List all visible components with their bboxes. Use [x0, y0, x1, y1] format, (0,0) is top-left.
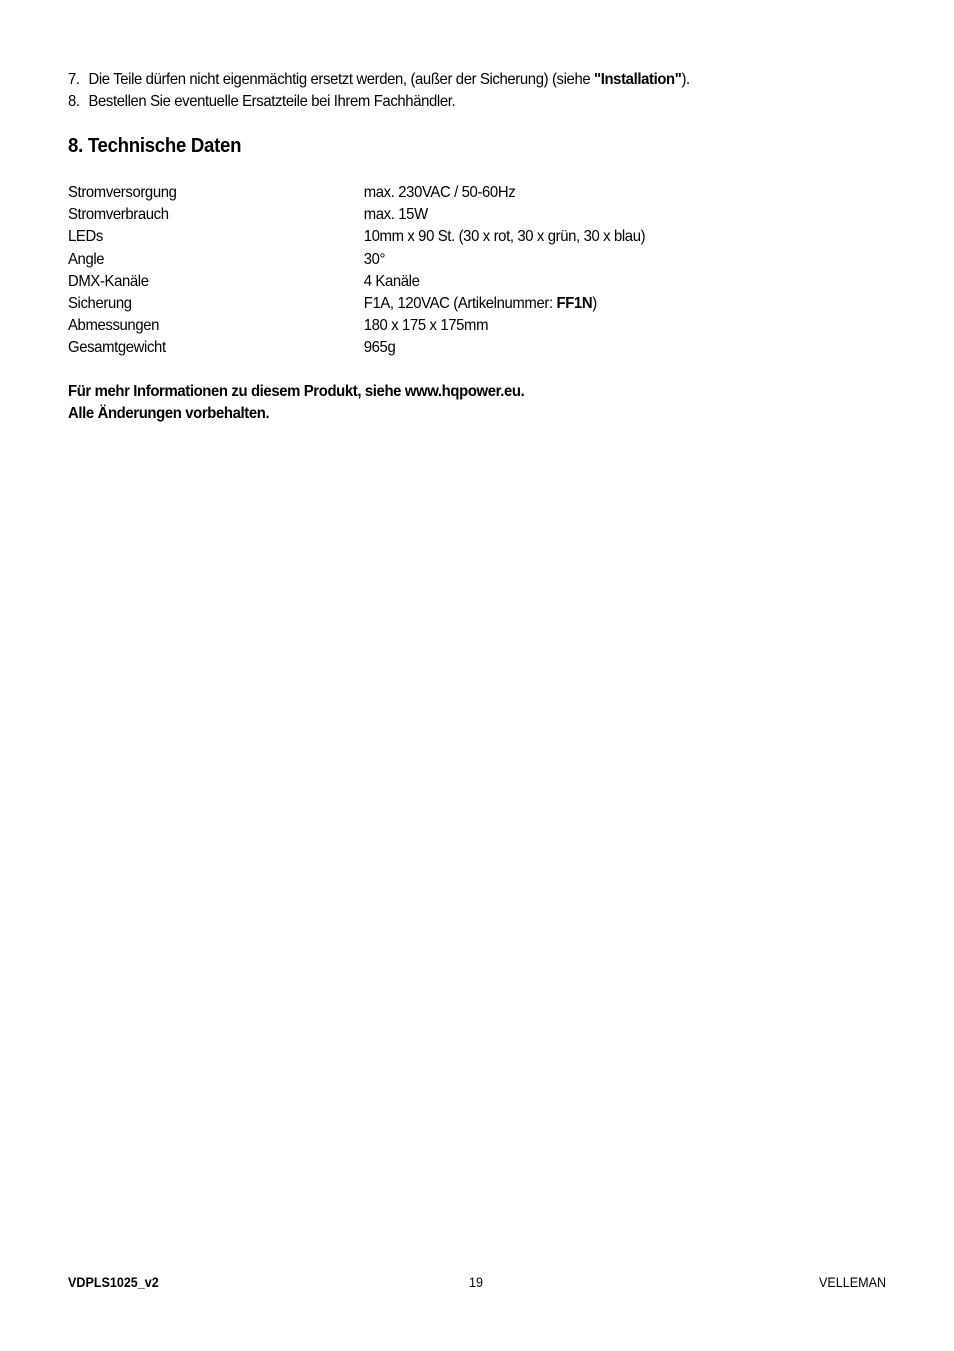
- spec-value: 30°: [363, 250, 386, 268]
- spec-value: F1A, 120VAC (Artikelnummer: FF1N): [363, 294, 597, 312]
- spec-row: [68, 204, 831, 226]
- section-heading: 8. Technische Daten: [68, 135, 242, 157]
- spec-row: [68, 271, 831, 293]
- spec-value: 965g: [363, 339, 396, 357]
- numbered-list: [68, 69, 831, 113]
- info-note-line: Alle Änderungen vorbehalten.: [68, 405, 270, 422]
- spec-label: Stromverbrauch: [68, 206, 169, 224]
- list-item-number: 8.: [68, 93, 80, 110]
- list-item-text: Bestellen Sie eventuelle Ersatzteile bei Ihrem Fachhändler.: [88, 93, 456, 110]
- list-item-bold-reference: "Installation": [594, 71, 682, 88]
- list-item-text: Die Teile dürfen nicht eigenmächtig ersetzt werden, (außer der Sicherung) (siehe "Installation").: [88, 71, 690, 88]
- spec-row: [68, 226, 831, 248]
- list-item: [68, 91, 831, 113]
- spec-label: Angle: [68, 250, 105, 268]
- spec-row: [68, 249, 831, 271]
- part-number: FF1N: [556, 294, 593, 312]
- spec-label: DMX-Kanäle: [68, 272, 149, 290]
- spec-row: [68, 337, 831, 359]
- spec-table: [68, 182, 831, 360]
- spec-value: 10mm x 90 St. (30 x rot, 30 x grün, 30 x blau): [363, 228, 646, 246]
- spec-row: [68, 293, 831, 315]
- page-footer: [68, 1275, 886, 1293]
- list-item-number: 7.: [68, 71, 80, 88]
- spec-value: max. 230VAC / 50-60Hz: [363, 184, 516, 201]
- spec-value: 180 x 175 x 175mm: [363, 317, 489, 335]
- spec-row: [68, 182, 831, 204]
- list-item: [68, 69, 831, 91]
- spec-value: 4 Kanäle: [363, 272, 420, 290]
- spec-value: max. 15W: [363, 206, 428, 224]
- footer-page-number: 19: [469, 1275, 483, 1290]
- spec-label: Abmessungen: [68, 317, 160, 335]
- info-note: [68, 381, 524, 425]
- info-note-line: Für mehr Informationen zu diesem Produkt, siehe www.hqpower.eu.: [68, 383, 525, 400]
- spec-label: Sicherung: [68, 294, 132, 312]
- spec-label: Stromversorgung: [68, 184, 177, 201]
- spec-row: [68, 315, 831, 337]
- spec-label: Gesamtgewicht: [68, 339, 166, 357]
- footer-brand: VELLEMAN: [819, 1275, 886, 1290]
- spec-label: LEDs: [68, 228, 103, 246]
- footer-model: VDPLS1025_v2: [68, 1275, 159, 1290]
